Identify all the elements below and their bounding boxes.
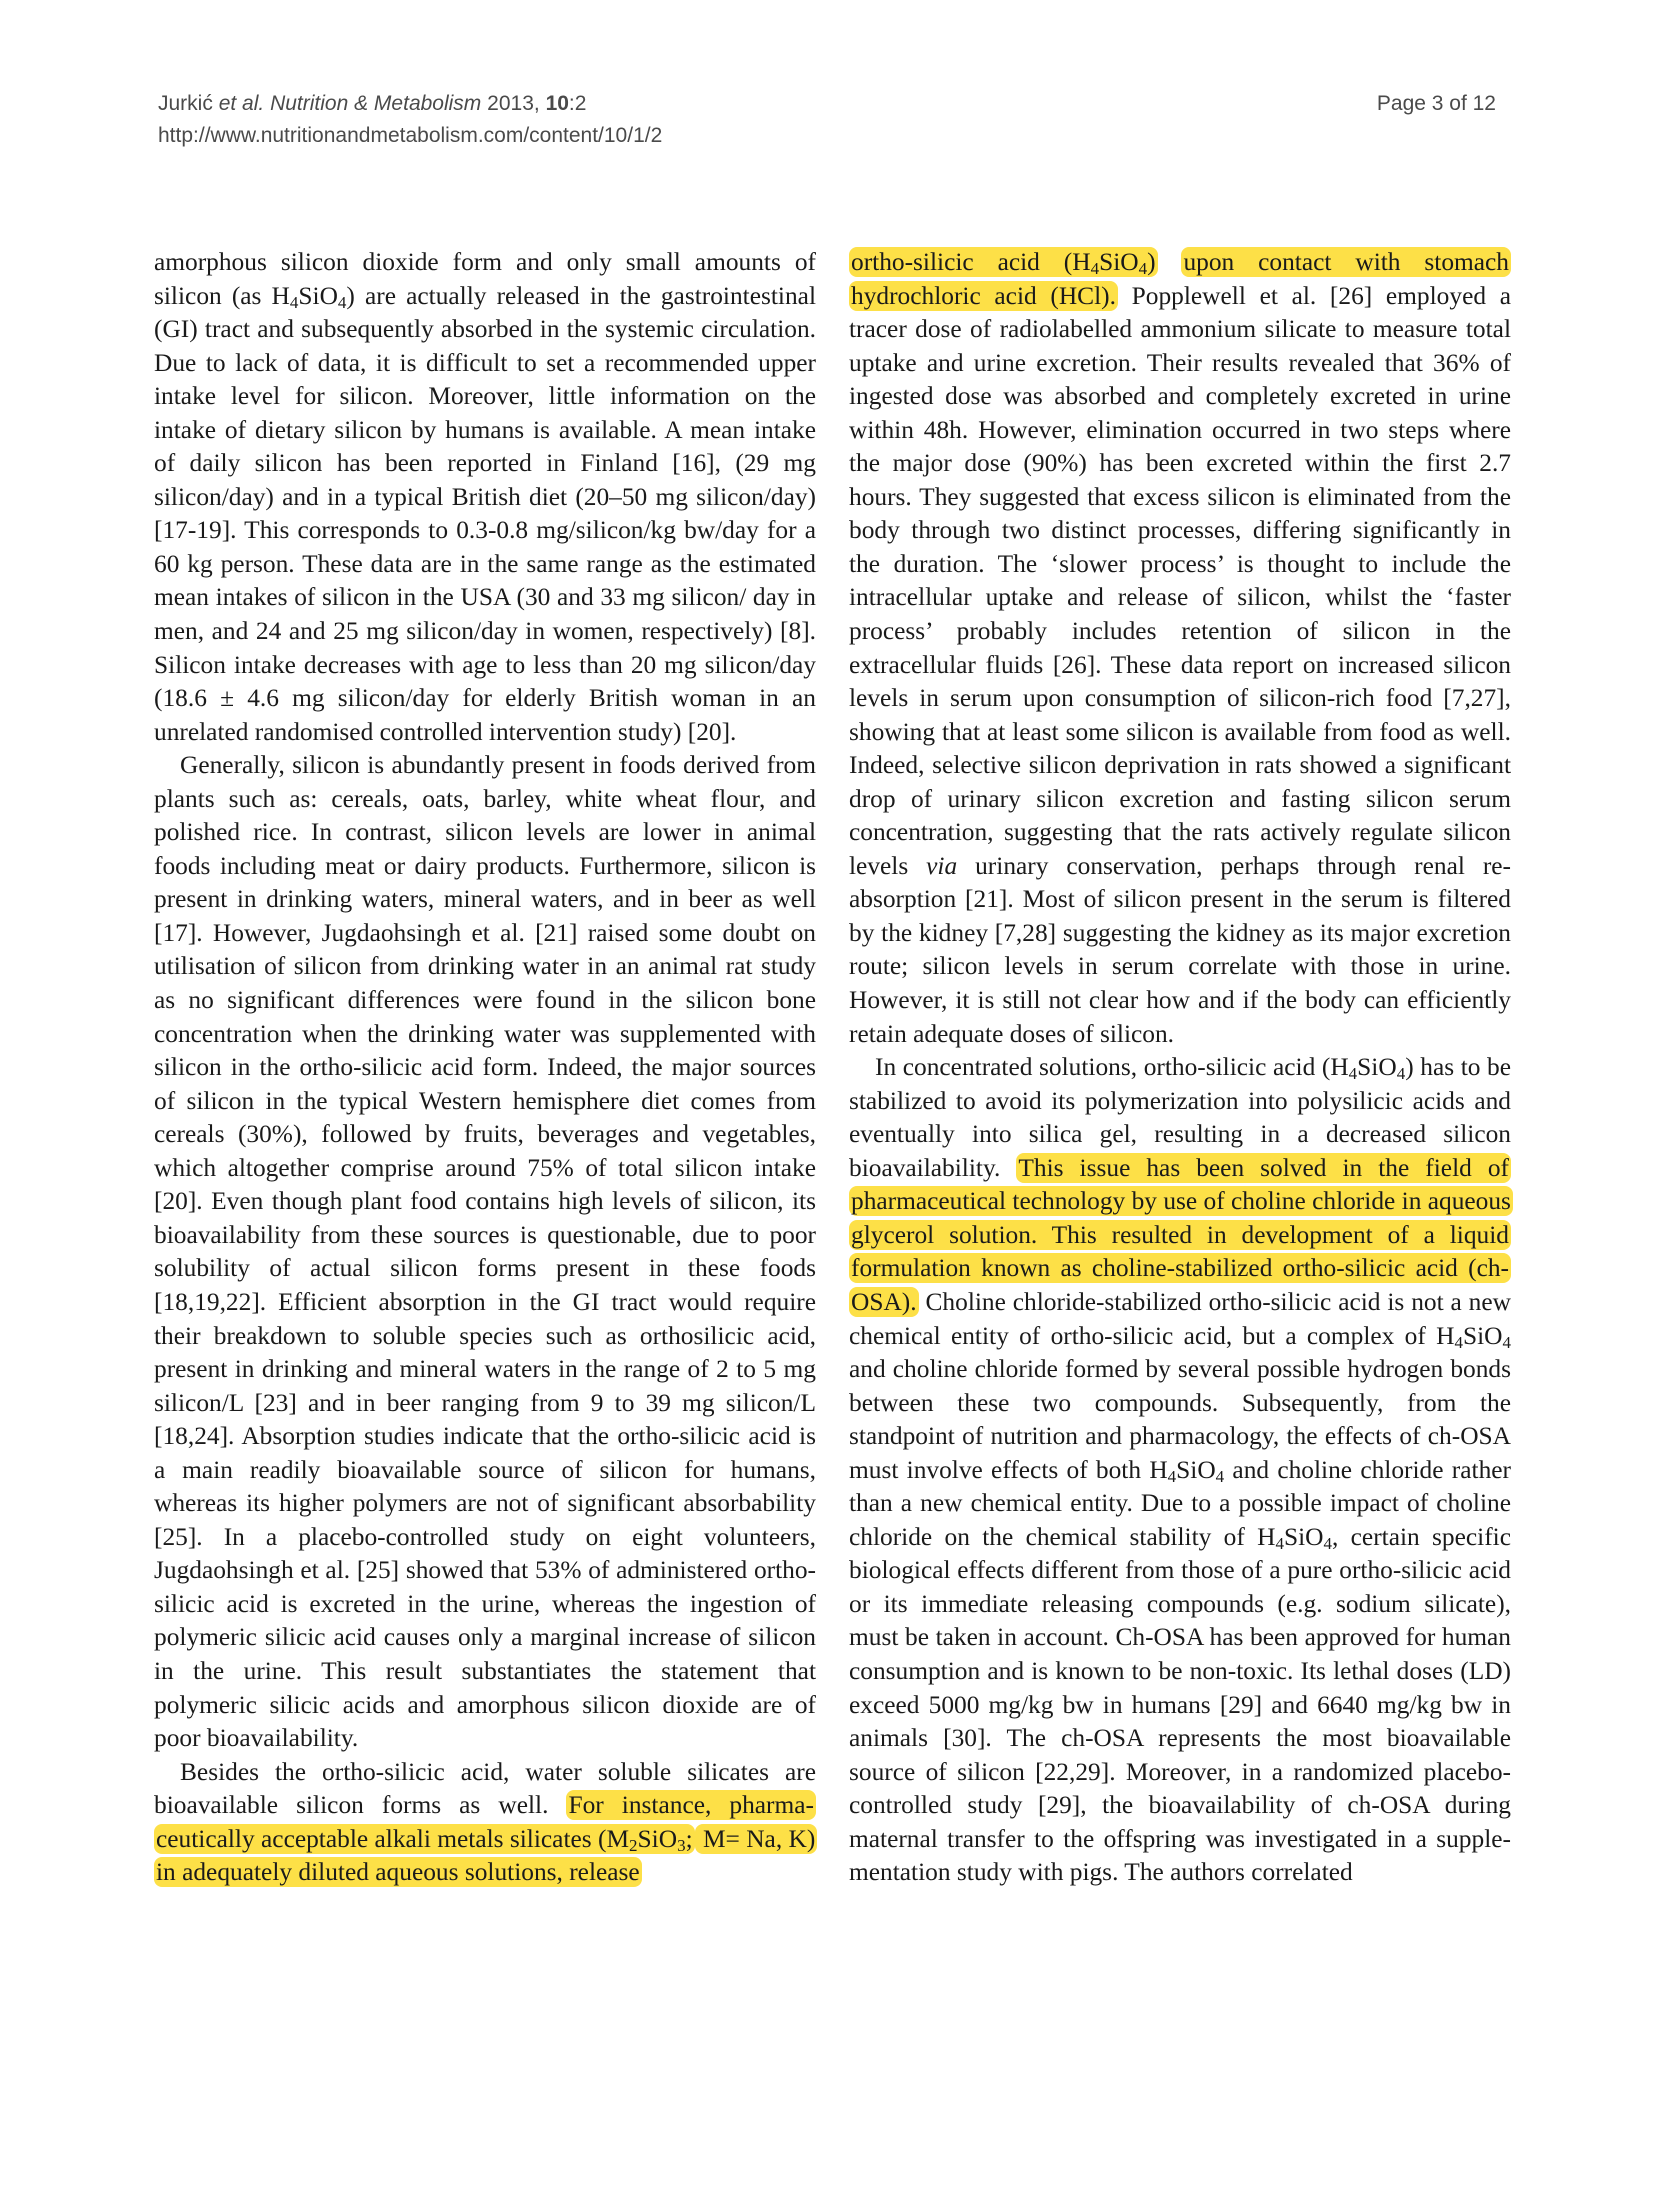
right-column bbox=[849, 246, 1511, 1890]
subscript: 4 bbox=[1215, 1466, 1225, 1486]
text-run: , certain specific biological effects different from those of a pure ortho-silicic acid or its immediate releasing compounds (e.g. sodium silicate), must be taken in account. Ch-OSA has been approved for human consumption and is known to be non-toxic. Its lethal doses (LD) exceed 5000 mg/kg bw in humans [29] and 6640 mg/kg bw in animals [30]. The ch-OSA represents the most bioavailable source of silicon [22,29]. Moreover, in a randomized placebo-controlled study [29], the bioavailability of ch-OSA during maternal transfer to the offspring was investigated in a supplementation study with pigs. The authors correlated bbox=[849, 1522, 1511, 1887]
right-paragraph-2 bbox=[849, 1051, 1511, 1890]
text-run: Besides the ortho-silicic acid, water soluble silicates are bioavailable silicon forms as well. bbox=[154, 1757, 816, 1820]
text-run: upon contact with stomach hydrochloric acid (HCl). bbox=[851, 248, 1510, 310]
text-run: and choline chloride formed by several possible hydrogen bonds between these two compounds. Subsequently, from the standpoint of nutrition and pharmacology, the effects of ch-OSA must involve effects of both H bbox=[849, 1355, 1511, 1484]
text-run: ortho-silicic acid (H bbox=[851, 248, 1091, 276]
subscript: 4 bbox=[1396, 1064, 1406, 1084]
subscript: 4 bbox=[337, 292, 347, 312]
text-run: SiO bbox=[1176, 1455, 1216, 1484]
text-run: SiO bbox=[1099, 248, 1139, 276]
text-run: ) has to be stabilized to avoid its polymerization into polysilicic acids and eventually into silica gel, resulting in a decreased silicon bioavailability. bbox=[849, 1053, 1512, 1182]
subscript: 4 bbox=[1167, 1466, 1177, 1486]
left-paragraph-3 bbox=[154, 1756, 816, 1890]
text-run: In concentrated solutions, ortho-silicic acid (H bbox=[875, 1053, 1349, 1082]
subscript: 4 bbox=[1138, 259, 1148, 278]
highlight-annotation[interactable] bbox=[849, 247, 1158, 277]
text-run: urinary conservation, perhaps through renal re-absorption [21]. Most of silicon present in the serum is filtered by the kidney [7,28] suggesting the kidney as its major excretion route; silicon levels in serum correlate with those in urine. However, it is still not clear how and if the body can efficiently retain adequate doses of silicon. bbox=[849, 851, 1511, 1048]
subscript: 2 bbox=[629, 1835, 638, 1855]
text-run: SiO bbox=[637, 1824, 678, 1853]
text-run: Popplewell et al. [26] employed a tracer dose of radiolabelled ammonium silicate to measure total uptake and urine excretion. Their results revealed that 36% of ingested dose was absorbed and completely excreted in urine within 48h. However, elimination occurred in two steps where the major dose (90%) has been excreted within the first 2.7 hours. They suggested that excess silicon is eliminated from the body through two distinct processes, differing significantly in the duration. The ‘slower process’ is thought to include the intracellular uptake and release of silicon, whilst the ‘faster process’ probably includes retention of silicon in the extracellular fluids [26]. These data report on increased silicon levels in serum upon consumption of silicon-rich food [7,27], showing that at least some silicon is available from food as well. Indeed, selective silicon deprivation in rats showed a significant drop of urinary silicon excretion and fasting silicon serum concentration, suggesting that the rats actively regulate silicon levels bbox=[849, 281, 1511, 880]
citation-issue: :2 bbox=[568, 92, 587, 115]
subscript: 4 bbox=[289, 292, 299, 312]
citation-authors: Jurkić bbox=[158, 92, 213, 115]
text-run: SiO bbox=[1283, 1522, 1324, 1551]
citation-etal: et al. bbox=[218, 92, 265, 115]
text-run: ; bbox=[685, 1824, 693, 1853]
citation-journal: Nutrition & Metabolism bbox=[270, 92, 482, 115]
italic-term: via bbox=[926, 851, 958, 880]
text-run: SiO bbox=[298, 281, 338, 310]
citation-year: 2013, bbox=[487, 92, 540, 115]
right-paragraph-1 bbox=[849, 246, 1511, 1051]
text-run: For instance, pharmaceutically acceptable alkali metals silicates (M bbox=[156, 1791, 814, 1853]
citation-line bbox=[158, 88, 662, 120]
subscript: 3 bbox=[677, 1835, 686, 1855]
subscript: 4 bbox=[1090, 259, 1100, 278]
text-run: M= Na, K) in adequately diluted aqueous solutions, release bbox=[156, 1824, 816, 1887]
subscript: 4 bbox=[1502, 1332, 1511, 1352]
citation-block bbox=[158, 88, 662, 152]
page-number: Page 3 of 12 bbox=[1376, 92, 1496, 115]
text-run: ) bbox=[1147, 248, 1156, 276]
article-url[interactable]: http://www.nutritionandmetabolism.com/content/10/1/2 bbox=[158, 124, 663, 147]
subscript: 4 bbox=[1323, 1533, 1332, 1553]
subscript: 4 bbox=[1348, 1064, 1358, 1084]
left-paragraph-2: Generally, silicon is abundantly present in foods derived from plants such as: cereals, oats, barley, white wheat flour, and polished rice. In contrast, silicon levels are lower in animal foods including meat or dairy products. Furthermore, silicon is present in drinking waters, mineral waters, and in beer as well [17]. However, Jugdaohsingh et al. [21] raised some doubt on utilisation of silicon from drinking water in an animal rat study as no significant differences were found in the silicon bone concentration when the drinking water was supplemented with silicon in the ortho-silicic acid form. Indeed, the major sources of silicon in the typical Western hemisphere diet comes from cereals (30%), followed by fruits, beverages and vegetables, which altogether comprise around 75% of total silicon intake [20]. Even though plant food contains high levels of silicon, its bioavailability from these sources is questionable, due to poor solubility of actual silicon forms present in these foods [18,19,22]. Efficient absorption in the GI tract would require their breakdown to soluble species such as orthosilicic acid, present in drinking and mineral waters in the range of 2 to 5 mg silicon/L [23] and in beer ranging from 9 to 39 mg silicon/L [18,24]. Absorption studies indicate that the ortho-silicic acid is a main readily bioavailable source of silicon for humans, whereas its higher polymers are not of significant absorbability [25]. In a placebo-controlled study on eight volunteers, Jugdaohsingh et al. [25] showed that 53% of administered ortho-silicic acid is excreted in the urine, whereas the ingestion of polymeric silicic acid causes only a marginal increase of silicon in the urine. This result substantiates the statement that polymeric silicic acids and amorphous silicon dioxide are of poor bioavailability. bbox=[154, 751, 816, 1753]
text-run: ) are actually released in the gastrointestinal (GI) tract and subsequently absorbed in the systemic circulation. Due to lack of data, it is difficult to set a recommended upper intake level for silicon. Moreover, little information on the intake of dietary silicon by humans is available. A mean intake of daily silicon has been reported in Finland [16], (29 mg silicon/day) and in a typical British diet (20–50 mg silicon/day) [17-19]. This corresponds to 0.3-0.8 mg/silicon/kg bw/day for a 60 kg person. These data are in the same range as the estimated mean intakes of silicon in the USA (30 and 33 mg silicon/ day in men, and 24 and 25 mg silicon/day in women, respectively) [8]. Silicon intake decreases with age to less than 20 mg silicon/day (18.6 ± 4.6 mg silicon/day for elderly British woman in an unrelated randomised controlled intervention study) [20]. bbox=[154, 281, 816, 746]
text-run: Choline chloride-stabilized ortho-silicic acid is not a new chemical entity of ortho-silicic acid, but a complex of H bbox=[849, 1287, 1511, 1350]
subscript: 4 bbox=[1454, 1332, 1463, 1352]
text-run: amorphous silicon dioxide form and only small amounts of silicon (as H bbox=[154, 248, 816, 310]
left-column bbox=[154, 246, 816, 1890]
subscript: 4 bbox=[1275, 1533, 1284, 1553]
text-run: and choline chloride rather than a new chemical entity. Due to a possible impact of choline chloride on the chemical stability of H bbox=[849, 1455, 1511, 1551]
text-run: SiO bbox=[1462, 1321, 1503, 1350]
left-paragraph-1 bbox=[154, 246, 816, 749]
text-run: This issue has been solved in the field of pharmaceutical technology by use of choline chloride in aqueous glycerol solution. This resulted in development of a liquid formulation known as choline-stabilized ortho-silicic acid (ch-OSA). bbox=[851, 1153, 1511, 1316]
citation-volume: 10 bbox=[545, 92, 569, 115]
text-run: SiO bbox=[1357, 1053, 1397, 1082]
